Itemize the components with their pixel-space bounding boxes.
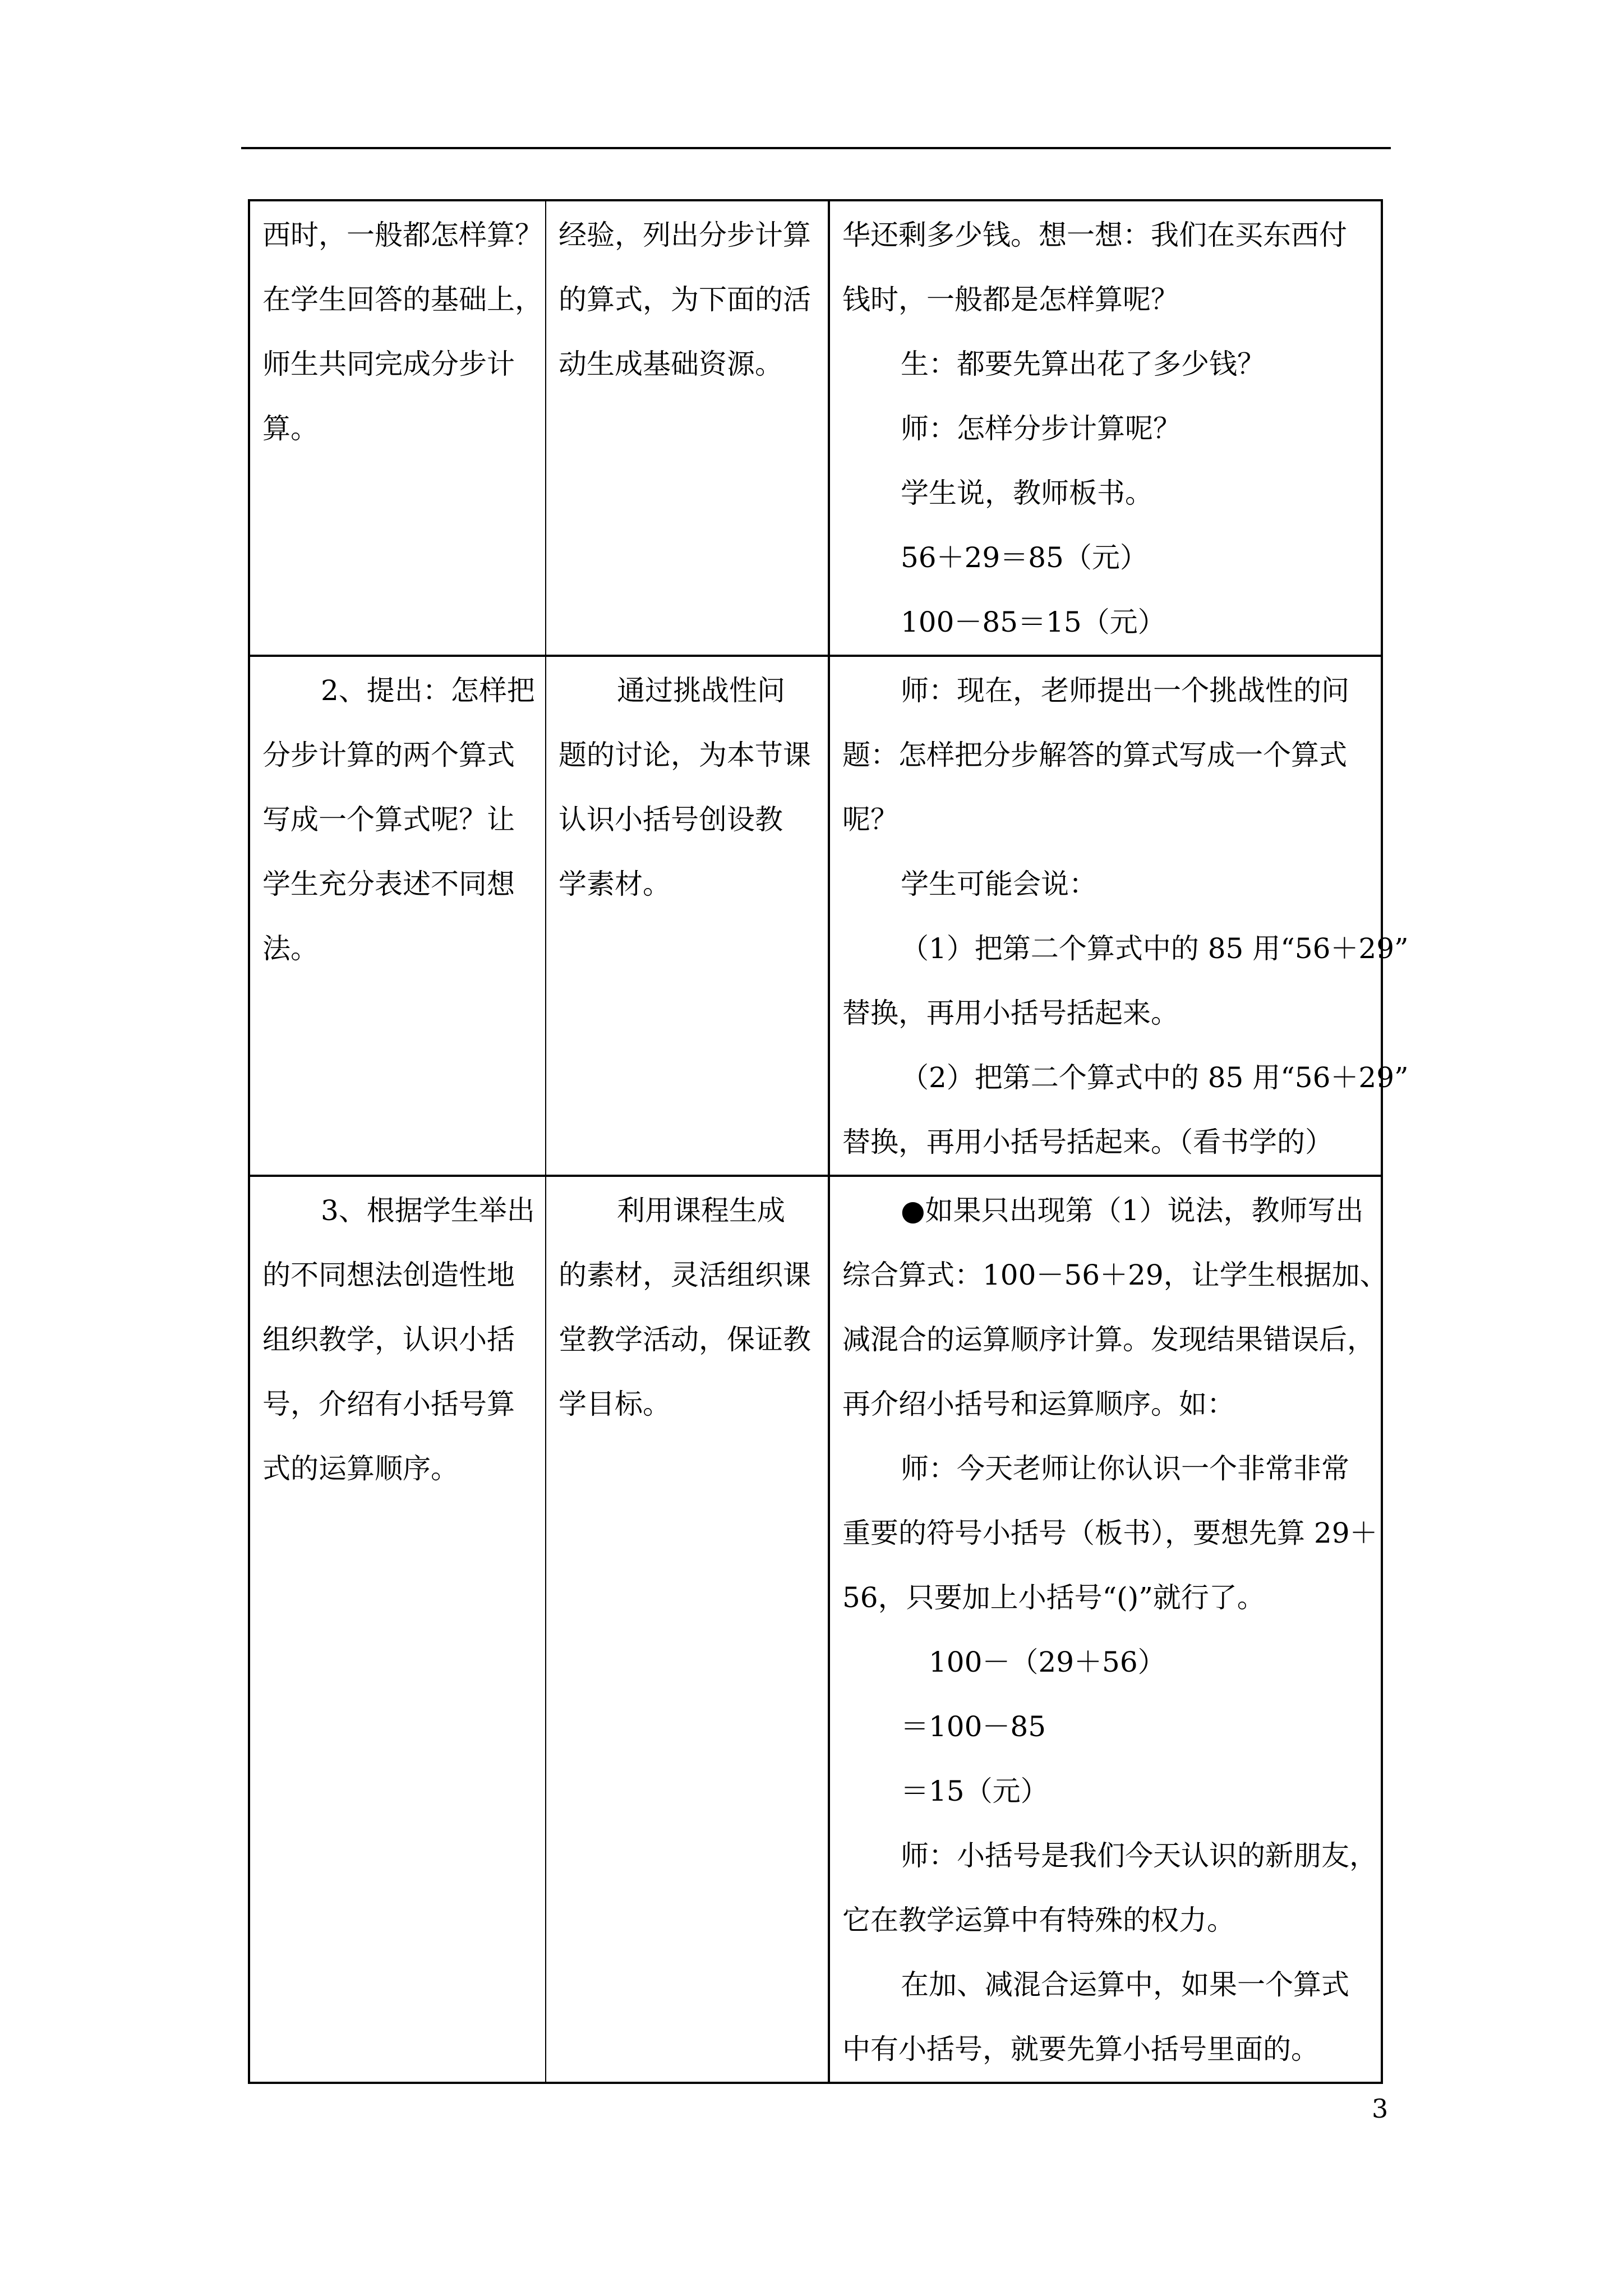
text-line: 堂教学活动，保证教 [559,1323,811,1356]
text-line: 经验，列出分步计算 [559,219,811,251]
table-row [249,200,1382,656]
text-line: 通过挑战性问 [617,674,785,707]
text-line: 学目标。 [559,1388,671,1420]
text-line: 法。 [262,932,319,965]
text-line: 的不同想法创造性地 [262,1259,515,1291]
text-line: 它在教学运算中有特殊的权力。 [842,1904,1235,1936]
text-line: 重要的符号小括号（板书），要想先算 29＋ [842,1517,1378,1549]
text-line: 学生充分表述不同想 [262,868,515,900]
text-line: 在加、减混合运算中，如果一个算式 [901,1968,1349,2001]
text-line: 3、根据学生举出 [321,1194,535,1227]
classroom-process-cell [829,1176,1388,2083]
table-row [249,656,1382,1176]
text-line: ＝15（元） [901,1775,1049,1807]
text-line: （2）把第二个算式中的 85 用“56＋29” [901,1061,1409,1094]
text-line: 替换，再用小括号括起来。（看书学的） [842,1126,1333,1158]
teacher-activity-cell [249,656,546,1176]
text-line: 华还剩多少钱。想一想：我们在买东西付 [842,219,1347,251]
text-line: 题的讨论，为本节课 [559,739,811,771]
text-line: 学生说，教师板书。 [901,477,1153,509]
text-line: 认识小括号创设教 [559,803,783,836]
design-intent-cell [546,656,829,1176]
text-line: 学素材。 [559,868,671,900]
header-rule [241,147,1391,149]
text-line: ＝100－85 [901,1710,1046,1743]
text-line: （1）把第二个算式中的 85 用“56＋29” [901,932,1409,965]
text-line: 56＋29＝85（元） [901,541,1148,574]
text-line: 减混合的运算顺序计算。发现结果错误后， [842,1323,1375,1356]
text-line: 再介绍小括号和运算顺序。如： [842,1388,1235,1420]
text-line: 师：现在，老师提出一个挑战性的问 [901,674,1349,707]
text-line: 组织教学，认识小括 [262,1323,515,1356]
text-line: 动生成基础资源。 [559,348,783,380]
text-line: 的算式，为下面的活 [559,283,811,316]
text-line: 式的运算顺序。 [262,1452,459,1485]
text-line: 综合算式：100－56＋29，让学生根据加、 [842,1259,1388,1291]
text-line: 算。 [262,412,319,445]
design-intent-cell [546,1176,829,2083]
text-line: 钱时，一般都是怎样算呢？ [842,283,1179,316]
text-line: 100－（29＋56） [901,1646,1166,1678]
text-line: 写成一个算式呢？让 [262,803,515,836]
text-line: 师：怎样分步计算呢？ [901,412,1181,445]
text-line: 的素材，灵活组织课 [559,1259,811,1291]
text-line: 师：今天老师让你认识一个非常非常 [901,1452,1349,1485]
text-line: 56，只要加上小括号“()”就行了。 [842,1581,1265,1614]
text-line: 利用课程生成 [617,1194,785,1227]
text-line: 题：怎样把分步解答的算式写成一个算式 [842,739,1347,771]
design-intent-cell [546,200,829,656]
text-line: 在学生回答的基础上， [262,283,543,316]
text-line: ●如果只出现第（1）说法，教师写出 [901,1194,1364,1227]
text-line: 分步计算的两个算式 [262,739,515,771]
text-line: 师生共同完成分步计 [262,348,515,380]
text-line: 中有小括号，就要先算小括号里面的。 [842,2033,1319,2065]
text-line: 生：都要先算出花了多少钱？ [901,348,1265,380]
lesson-plan-table [248,199,1409,2084]
text-line: 西时，一般都怎样算？ [262,219,543,251]
table-row [249,1176,1382,2083]
text-line: 100－85＝15（元） [901,606,1166,638]
text-line: 号，介绍有小括号算 [262,1388,515,1420]
text-line: 师：小括号是我们今天认识的新朋友， [901,1839,1377,1872]
text-line: 学生可能会说： [901,868,1097,900]
text-line: 2、提出：怎样把 [321,674,535,707]
classroom-process-cell [829,200,1382,656]
classroom-process-cell [829,656,1409,1176]
teacher-activity-cell [249,200,546,656]
text-line: 替换，再用小括号括起来。 [842,997,1179,1029]
page-number: 3 [1372,2093,1389,2124]
text-line: 呢？ [842,803,898,836]
teacher-activity-cell [249,1176,546,2083]
